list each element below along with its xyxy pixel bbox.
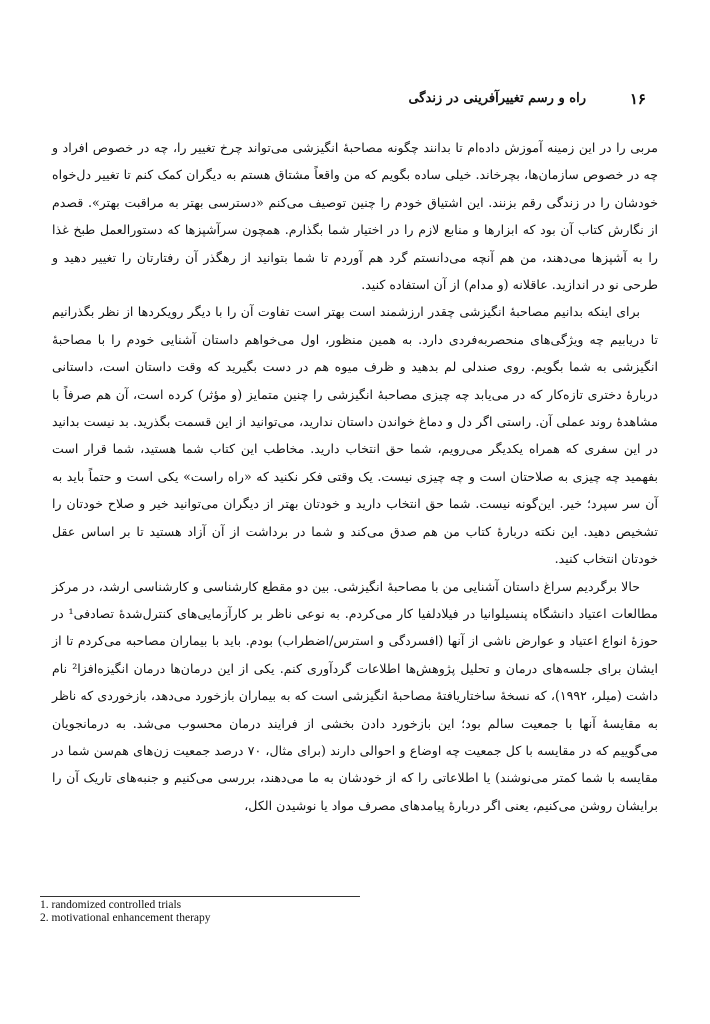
- page-number: ۱۶: [629, 90, 646, 108]
- footnote-1: 1. randomized controlled trials: [40, 899, 182, 911]
- body-text: [52, 134, 658, 819]
- running-title: راه و رسم تغییرآفرینی در زندگی: [408, 91, 586, 106]
- footnotes: [40, 899, 650, 925]
- footnote-2: 2. motivational enhancement therapy: [40, 912, 211, 924]
- paragraph-2: برای اینکه بدانیم مصاحبهٔ انگیزشی چقدر ارزشمند است بهتر است تفاوت آن را با دیگر رویکردها از نظر بگذرانیم تا دریابیم چه ویژگی‌های منحصربه‌فردی دارد. به همین منظور، اول می‌خواهم داستان آشنایی خودم را با مصاحبهٔ انگیزشی به شما بگویم. روی صندلی لم بدهید و ظرف میوه هم در دست بگیرید که وقت داستان است، داستانی دربارهٔ دختری تازه‌کار که در می‌یابد چه چیزی مصاحبهٔ انگیزشی را چنین متمایز (و مؤثر) کرده است، آن هم صرفاً با مشاهدهٔ روند عملی آن. راستی اگر دل و دماغ خواندن داستان ندارید، می‌توانید از این قسمت بگذرید. بد نیست بدانید در این سفری که همراه یکدیگر می‌رویم، شما حق انتخاب دارید. مخاطب این کتاب شما هستید، شما قرار است بفهمید چه چیزی به صلاحتان است و چه چیزی نیست. یک وقتی فکر نکنید که «راه راست» یکی است و حتماً باید به آن سر سپرد؛ خیر. این‌گونه نیست. شما حق انتخاب دارید و خودتان بهتر از دیگران می‌توانید خیر و صلاح خودتان را تشخیص دهید. این نکته دربارهٔ کتاب من هم صدق می‌کند و شما در برداشت از آن آزاد هستید تا بر اساس عقل خودتان انتخاب کنید.: [52, 304, 658, 567]
- paragraph-1: مربی را در این زمینه آموزش داده‌ام تا بدانند چگونه مصاحبهٔ انگیزشی می‌تواند چرخ تغییر را، چه در خصوص افراد و چه در خصوص سازمان‌ها، بچرخاند. خیلی ساده بگویم که من واقعاً مشتاق هستم به دیگران کمک کنم تا تغییر دل‌خواه خودشان را در زندگی رقم بزنند. این اشتیاق خودم را چنین توصیف می‌کنم «دسترسی بهتر به مراقبت بهتر». قصدم از نگارش کتاب آن بود که ابزارها و منابع لازم را در اختیار شما بگذارم. همچون سرآشپزها که دستورالعمل طبخ غذا را به آشپزها می‌دهند، من هم آنچه می‌دانستم گرد هم آوردم تا شما بتوانید از رهگذر آن رفتارتان را تغییر دهید و طرحی نو در اندازید. عاقلانه (و مدام) از آن استفاده کنید.: [52, 140, 658, 293]
- paragraph-3: حالا برگردیم سراغ داستان آشنایی من با مصاحبهٔ انگیزشی. بین دو مقطع کارشناسی و کارشناسی ارشد، در مرکز مطالعات اعتیاد دانشگاه پنسیلوانیا در فیلادلفیا کار می‌کردم. به نوعی ناظر بر کارآزمایی‌های کنترل‌شدهٔ تصادفی¹ در حوزهٔ انواع اعتیاد و عوارض ناشی از آنها (افسردگی و استرس/اضطراب) بودم. باید با بیماران مصاحبه می‌کردم تا از ایشان برای جلسه‌های درمان و تحلیل پژوهش‌ها اطلاعات گردآوری کنم. یکی از این درمان‌ها درمان انگیزه‌افزا² نام داشت (میلر، ۱۹۹۲)، که نسخهٔ ساختاریافتهٔ مصاحبهٔ انگیزشی است که به بیماران بازخورد می‌دهد، بازخوردی که ناظر به مقایسهٔ آنها با جمعیت سالم بود؛ این بازخورد دادن بخشی از فرایند درمان محسوب می‌شد. به درمانجویان می‌گوییم که در مقایسه با کل جمعیت چه اوضاع و احوالی دارند (برای مثال، ۷۰ درصد جمعیت زن‌های هم‌سن شما در مقایسه با شما کمتر می‌نوشند) یا اطلاعاتی را که از خودشان به ما می‌دهند، بررسی می‌کنیم و جنبه‌های تاریک آن را برایشان روشن می‌کنیم، یعنی اگر دربارهٔ پیامدهای مصرف مواد یا نوشیدن الکل،: [52, 578, 658, 813]
- page-header: [52, 90, 658, 116]
- footnote-divider: [40, 896, 360, 897]
